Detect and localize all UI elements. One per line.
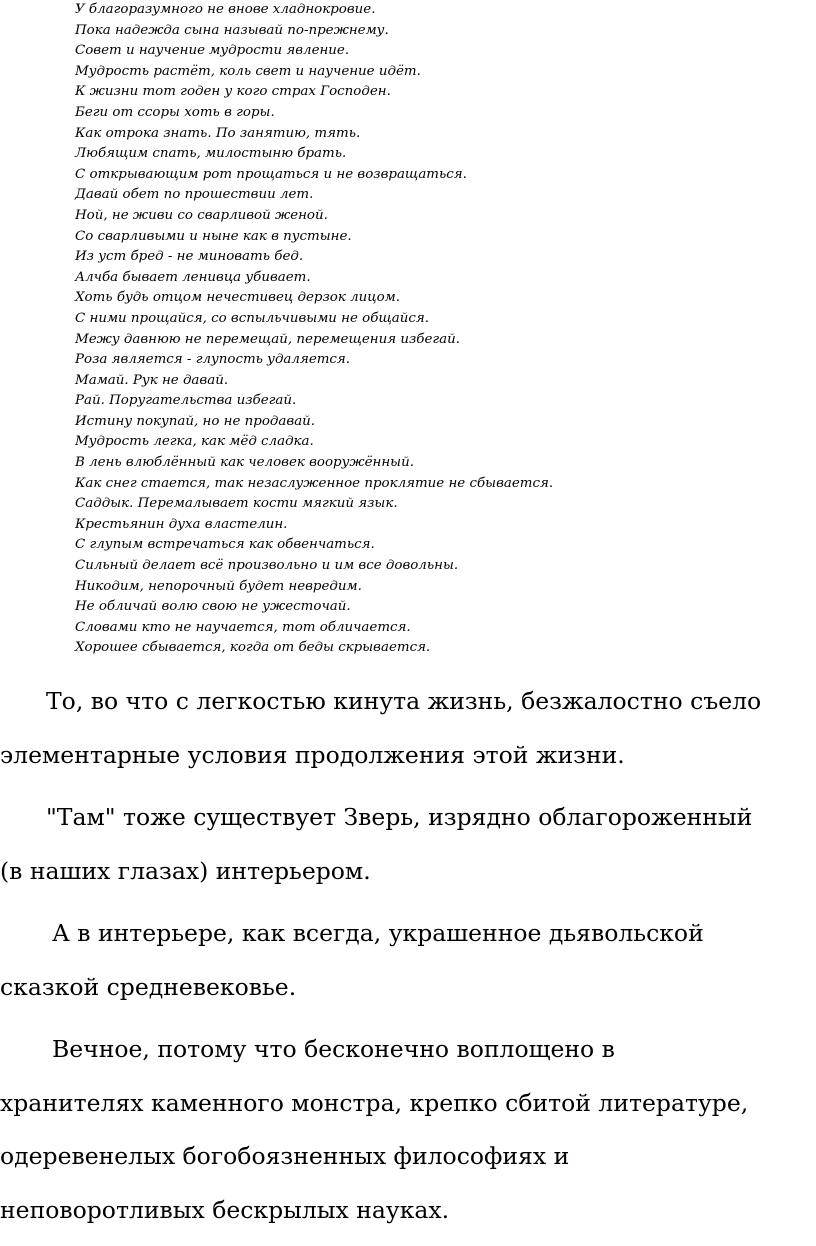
paragraph-line: сказкой средневековье. [0,972,297,1001]
paragraph-line: одеревенелых богобоязненных философиях и [0,1142,570,1170]
verse-line: Не обличай волю свою не ужесточай. [75,599,351,615]
paragraph-first-line: А в интерьере, как всегда, украшенное дьявольской [52,919,704,947]
paragraph-line: (в наших глазах) интерьером. [0,856,371,885]
paragraph-first-line: Вечное, потому что бесконечно воплощено в [52,1035,615,1063]
verse-line: С ними прощайся, со вспыльчивыми не общайся. [75,310,430,326]
verse-line: Никодим, непорочный будет невредим. [75,578,362,594]
verse-line: Ной, не живи со сварливой женой. [75,207,328,223]
paragraph-beast [0,791,812,898]
verse-line: Давай обет по прошествии лет. [75,187,314,203]
verse-line: Совет и научение мудрости явление. [75,43,350,59]
verse-line: Мудрость легка, как мёд сладка. [75,434,314,450]
verse-line: Истину покупай, но не продавай. [75,413,316,429]
verse-line: С открывающим рот прощаться и не возвращаться. [75,166,467,182]
verse-line: Хоть будь отцом нечестивец дерзок лицом. [75,290,400,306]
verse-line: Крестьянин духа властелин. [75,516,288,532]
verse-line: К жизни тот годен у кого страх Господен. [75,84,391,100]
verse-line: Из уст бред - не миновать бед. [75,249,304,265]
verse-line: Беги от ссоры хоть в горы. [75,104,275,120]
verse-line: Мамай. Рук не давай. [75,372,229,388]
verse-line: Алчба бывает ленивца убивает. [75,269,311,285]
verse-line: Саддык. Перемалывает кости мягкий язык. [75,496,398,512]
verse-line: Хорошее сбывается, когда от беды скрывается. [75,640,431,656]
paragraph-line: неповоротливых бескрылых науках. [0,1195,450,1224]
proverbs-verse-list [75,0,795,659]
verse-line: Как отрока знать. По занятию, тять. [75,125,361,141]
verse-line: Межу давнюю не перемещай, перемещения избегай. [75,331,461,347]
verse-line: Мудрость растёт, коль свет и научение идёт. [75,63,421,79]
verse-line: С глупым встречаться как обвенчаться. [75,537,375,553]
paragraph-eternal [0,1023,812,1237]
verse-line: Словами кто не научается, тот обличается. [75,619,411,635]
verse-line: Со сварливыми и ныне как в пустыне. [75,228,352,244]
verse-line: Любящим спать, милостыню брать. [75,146,347,162]
verse-line: Пока надежда сына называй по-прежнему. [75,22,389,38]
verse-line: Сильный делает всё произвольно и им все довольны. [75,558,459,574]
prose-section [0,675,812,1246]
paragraph-first-line: То, во что с легкостью кинута жизнь, безжалостно съело [46,687,762,715]
verse-line: Роза является - глупость удаляется. [75,352,351,368]
paragraph-interior [0,907,812,1014]
verse-line: Рай. Поругательства избегай. [75,393,297,409]
verse-line: В лень влюблённый как человек вооружённый. [75,455,414,471]
paragraph-first-line: "Там" тоже существует Зверь, изрядно облагороженный [46,803,753,831]
paragraph-life [0,675,812,782]
verse-line: Как снег стается, так незаслуженное проклятие не сбывается. [75,475,554,491]
paragraph-line: хранителях каменного монстра, крепко сбитой литературе, [0,1088,749,1117]
verse-line: У благоразумного не внове хладнокровие. [75,2,376,17]
paragraph-line: элементарные условия продолжения этой жизни. [0,740,625,769]
